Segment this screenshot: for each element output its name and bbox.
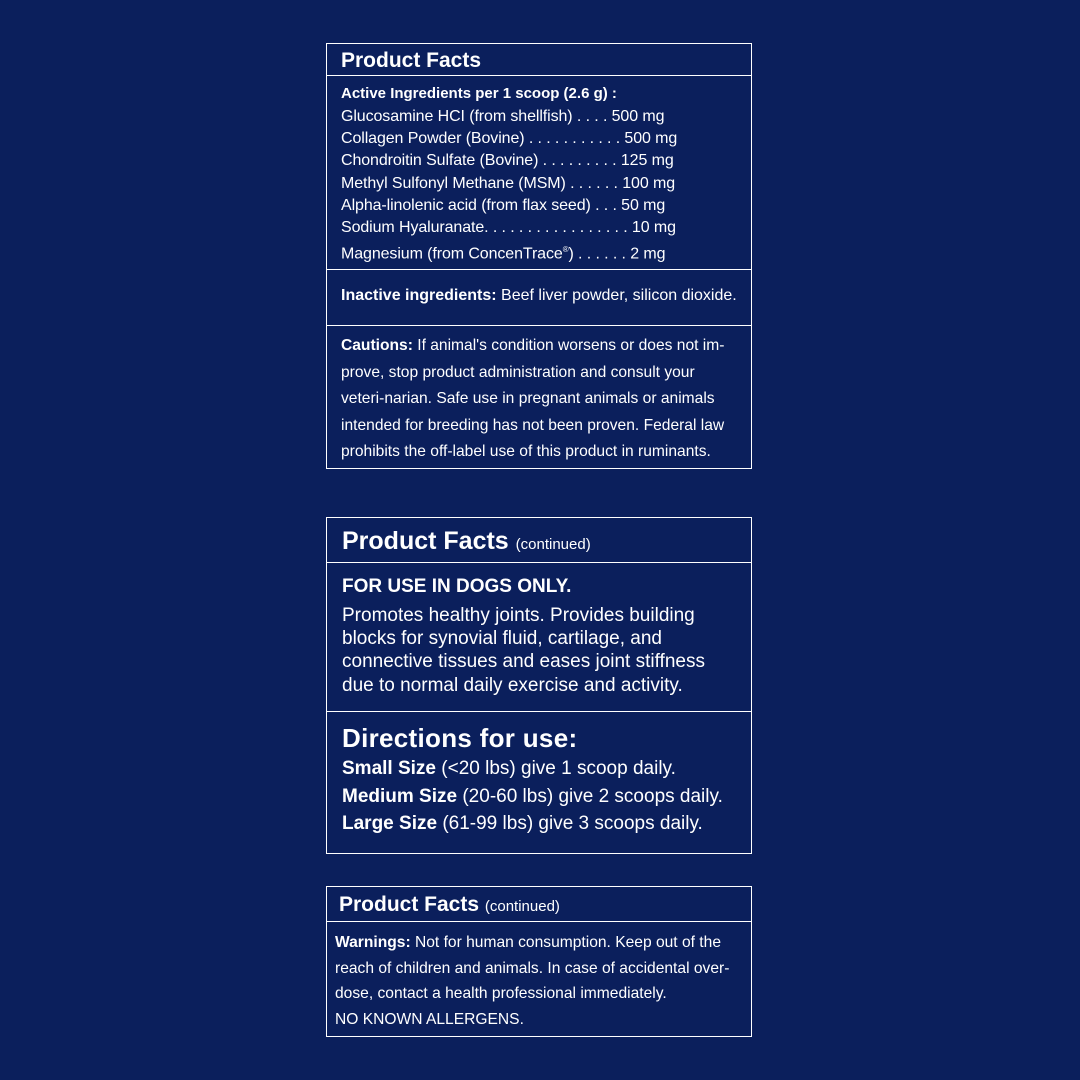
panel-title-section: [327, 44, 751, 75]
direction-row-small: [342, 755, 736, 783]
direction-text: (20-60 lbs) give 2 scoops daily.: [457, 785, 723, 807]
warnings-label: Warnings:: [335, 934, 411, 951]
active-ingredients-heading: Active Ingredients per 1 scoop (2.6 g) :: [341, 85, 617, 102]
cautions-section: [327, 325, 751, 466]
ingredient-row: Glucosamine HCI (from shellfish) . . . . 500 mg: [341, 108, 665, 125]
direction-text: (61-99 lbs) give 3 scoops daily.: [437, 813, 703, 834]
intended-use-text: Promotes healthy joints. Provides building blocks for synovial fluid, cartilage, and connective tissues and eases joint stiffness due to normal daily exercise and activity.: [342, 605, 705, 696]
panel-title: [342, 527, 591, 555]
ingredient-row: Alpha-linolenic acid (from flax seed) . . . 50 mg: [341, 196, 666, 214]
intended-use-heading: FOR USE IN DOGS ONLY.: [342, 576, 572, 597]
panel-title-text: Product Facts: [339, 893, 480, 916]
ingredient-row: Chondroitin Sulfate (Bovine) . . . . . . . . . 125 mg: [341, 152, 674, 170]
warnings-text: Not for human consumption. Keep out of the reach of children and animals. In case of accidental over-dose, contact a health professional immediately.: [335, 934, 730, 1002]
direction-text: (<20 lbs) give 1 scoop daily.: [436, 758, 676, 779]
direction-size: Large Size: [342, 813, 438, 834]
inactive-ingredients-section: [327, 269, 751, 325]
ingredient-row: Collagen Powder (Bovine) . . . . . . . . . . . 500 mg: [341, 130, 678, 148]
panel-title-text: Product Facts: [342, 527, 509, 555]
intended-use-section: [327, 562, 751, 711]
panel-title: [339, 893, 560, 916]
directions-section: [327, 711, 751, 838]
direction-row-medium: [342, 783, 736, 811]
active-ingredients-section: [327, 75, 751, 269]
product-facts-panel: [326, 43, 752, 469]
directions-heading: Directions for use:: [342, 723, 578, 753]
product-facts-continued-panel: [326, 517, 752, 854]
ingredient-row: Methyl Sulfonyl Methane (MSM) . . . . . . 100 mg: [341, 174, 675, 192]
cautions-label: Cautions:: [341, 337, 413, 354]
inactive-ingredients-text: Beef liver powder, silicon dioxide.: [496, 287, 737, 304]
magnesium-amount: ) . . . . . . 2 mg: [568, 245, 666, 263]
panel-title: Product Facts: [341, 49, 482, 72]
product-facts-warnings-panel: [326, 886, 752, 1037]
cautions-text: If animal's condition worsens or does not im-prove, stop product administration and consult your veteri-narian. Safe use in pregnant animals or animals intended for breeding has not been proven. Federal law prohibits the off-label use of this product in ruminants.: [341, 337, 725, 460]
direction-row-large: [342, 810, 736, 838]
continued-label: (continued): [484, 898, 560, 915]
ingredient-row: Sodium Hyaluranate. . . . . . . . . . . . . . . . . 10 mg: [341, 219, 676, 237]
registered-mark: ®: [562, 245, 569, 255]
warnings-section: [327, 921, 751, 1032]
panel-title-section: [327, 887, 751, 921]
inactive-ingredients-label: Inactive ingredients:: [341, 287, 497, 304]
continued-label: (continued): [515, 536, 591, 553]
ingredient-row-magnesium: [341, 239, 737, 266]
panel-title-section: [327, 518, 751, 562]
direction-size: Small Size: [342, 758, 436, 779]
magnesium-name: Magnesium (from ConcenTrace: [341, 245, 563, 263]
allergens-notice: NO KNOWN ALLERGENS.: [335, 1010, 524, 1028]
direction-size: Medium Size: [342, 785, 458, 807]
